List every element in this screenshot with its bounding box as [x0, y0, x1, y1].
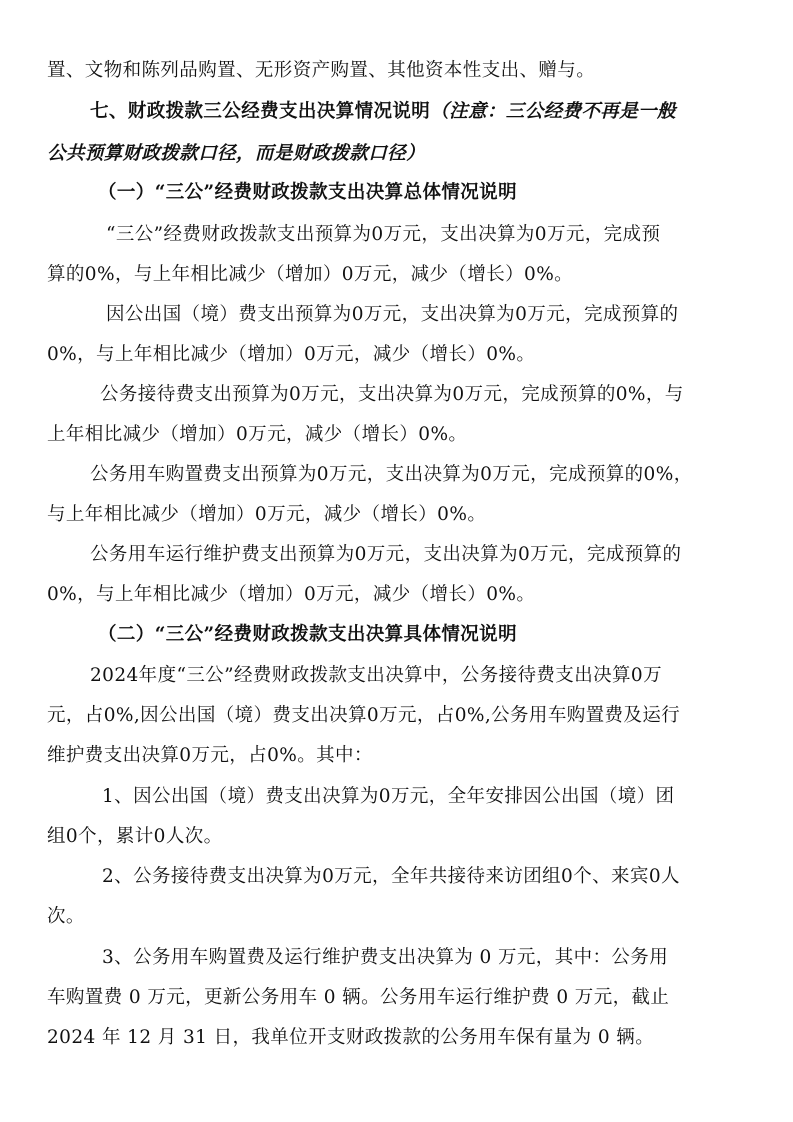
paragraph-line: 上年相比减少（增加）0万元，减少（增长）0%。 — [47, 424, 468, 445]
heading-note: （注意：三公经费不再是一般 — [430, 101, 676, 122]
subsection-heading-1: （一）“三公”经费财政拨款支出决算总体情况说明 — [98, 182, 517, 203]
list-item-line: 1、因公出国（境）费支出决算为0万元，全年安排因公出国（境）团 — [102, 786, 675, 807]
heading-note-continued: 公共预算财政拨款口径，而是财政拨款口径） — [47, 143, 426, 164]
list-item-line: 2024 年 12 月 31 日，我单位开支财政拨款的公务用车保有量为 0 辆。 — [47, 1027, 655, 1048]
paragraph-line: 0%，与上年相比减少（增加）0万元，减少（增长）0%。 — [47, 584, 536, 605]
heading-text: 七、财政拨款三公经费支出决算情况说明 — [90, 101, 431, 122]
section-heading-7 — [90, 99, 676, 125]
list-item-line: 次。 — [47, 906, 85, 927]
list-item-line: 3、公务用车购置费及运行维护费支出决算为 0 万元，其中：公务用 — [102, 947, 669, 968]
paragraph-line: 2024年度“三公”经费财政拨款支出决算中，公务接待费支出决算0万 — [90, 665, 662, 686]
paragraph-line: 元，占0%,因公出国（境）费支出决算0万元，占0%,公务用车购置费及运行 — [47, 705, 681, 726]
list-item-line: 2、公务接待费支出决算为0万元，全年共接待来访团组0个、来宾0人 — [102, 866, 680, 887]
paragraph-line: 与上年相比减少（增加）0万元，减少（增长）0%。 — [47, 504, 487, 525]
list-item-line: 车购置费 0 万元，更新公务用车 0 辆。公务用车运行维护费 0 万元，截止 — [47, 987, 670, 1008]
subsection-heading-2: （二）“三公”经费财政拨款支出决算具体情况说明 — [98, 624, 517, 645]
paragraph-line: 置、文物和陈列品购置、无形资产购置、其他资本性支出、赠与。 — [47, 60, 596, 81]
paragraph-line: “三公”经费财政拨款支出预算为0万元，支出决算为0万元，完成预 — [106, 224, 661, 245]
paragraph-line: 因公出国（境）费支出预算为0万元，支出决算为0万元，完成预算的 — [106, 304, 679, 325]
paragraph-line: 公务用车购置费支出预算为0万元，支出决算为0万元，完成预算的0%， — [90, 464, 693, 485]
paragraph-line: 0%，与上年相比减少（增加）0万元，减少（增长）0%。 — [47, 344, 536, 365]
paragraph-line: 维护费支出决算0万元，占0%。其中： — [47, 745, 373, 766]
paragraph-line: 公务用车运行维护费支出预算为0万元，支出决算为0万元，完成预算的 — [90, 544, 682, 565]
paragraph-line: 算的0%，与上年相比减少（增加）0万元，减少（增长）0%。 — [47, 264, 574, 285]
paragraph-line: 公务接待费支出预算为0万元，支出决算为0万元，完成预算的0%，与 — [100, 384, 684, 405]
list-item-line: 组0个，累计0人次。 — [47, 826, 223, 847]
